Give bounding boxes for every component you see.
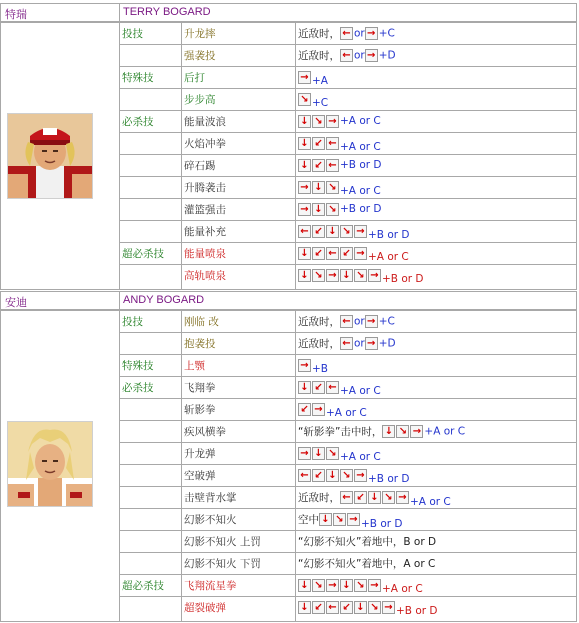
command-text: +A or C [410,495,451,508]
move-command-cell [296,177,576,198]
move-name-cell [181,443,296,464]
direction-arrow-icon: ← [340,337,353,350]
move-row [119,399,576,421]
move-name: 碎石踢 [184,160,216,172]
move-category-cell [119,221,182,242]
command-text: +A or C [340,141,381,153]
direction-arrow-icon: → [326,115,339,128]
move-name-cell [181,155,296,176]
move-row [119,597,576,621]
direction-arrow-icon: ↓ [326,469,339,482]
direction-arrow-icon: → [298,203,311,216]
character-name-en: ANDY BOGARD [123,294,205,306]
command-text: 近敌时， [298,50,340,62]
move-row [119,23,576,45]
move-row [119,67,576,89]
move-name-cell [181,311,296,332]
move-name-cell [181,597,296,621]
move-command-cell [296,67,576,88]
move-category: 投技 [122,28,143,40]
move-name-cell [181,487,296,508]
direction-arrow-icon: → [365,315,378,328]
direction-arrow-icon: → [312,403,325,416]
move-command-cell [296,465,576,486]
move-command-cell [296,199,576,220]
move-command-cell [296,45,576,66]
direction-arrow-icon: ↘ [396,425,409,438]
direction-arrow-icon: ↙ [312,137,325,150]
direction-arrow-icon: ↓ [368,491,381,504]
move-command-cell [296,421,576,442]
direction-arrow-icon: ↘ [326,181,339,194]
direction-arrow-icon: ↓ [354,601,367,614]
move-row [119,265,576,289]
move-command-cell [296,243,576,264]
move-command-cell [296,311,576,332]
move-name-cell [181,67,296,88]
move-category-cell [119,377,182,398]
direction-arrow-icon: ↙ [312,159,325,172]
command-text: or [354,337,365,350]
move-row [119,531,576,553]
move-name: 斩影拳 [184,404,216,416]
direction-arrow-icon: ↓ [340,579,353,592]
move-name-cell [181,243,296,264]
move-row [119,333,576,355]
command-text: +A or C [326,407,367,419]
move-name: 空破弹 [184,470,216,482]
move-category-cell [119,509,182,530]
command-text: +B or D [396,605,438,617]
command-text: or [354,49,365,62]
command-text: +B [312,363,329,375]
move-name-cell [181,89,296,110]
move-command-cell [296,553,576,574]
move-command-cell [296,575,576,596]
direction-arrow-icon: → [354,469,367,482]
direction-arrow-icon: → [354,247,367,260]
command-text: 近敌时， [298,28,340,40]
direction-arrow-icon: → [326,579,339,592]
command-text: 空中 [298,514,319,526]
command-text: +B or D [368,229,410,241]
move-row [119,421,576,443]
direction-arrow-icon: ↙ [312,247,325,260]
move-name: 抱袭投 [184,338,216,350]
command-text: +A or C [382,583,423,595]
move-row [119,111,576,133]
move-category-cell [119,45,182,66]
move-name-cell [181,355,296,376]
move-name-cell [181,199,296,220]
direction-arrow-icon: ↘ [368,601,381,614]
move-table-terry [0,22,577,290]
move-name: 超裂破弹 [184,602,226,614]
direction-arrow-icon: → [365,337,378,350]
move-category-cell [119,89,182,110]
direction-arrow-icon: ← [326,601,339,614]
command-text: +B or D [361,517,403,530]
direction-arrow-icon: ← [326,247,339,260]
direction-arrow-icon: ↙ [312,601,325,614]
move-command-cell [296,377,576,398]
direction-arrow-icon: ↓ [312,181,325,194]
move-category-cell [119,133,182,154]
move-command-cell [296,443,576,464]
direction-arrow-icon: → [368,579,381,592]
move-name-cell [181,177,296,198]
direction-arrow-icon: → [396,491,409,504]
move-row [119,133,576,155]
move-command-cell [296,133,576,154]
move-category: 必杀技 [122,382,154,394]
direction-arrow-icon: ↘ [326,203,339,216]
direction-arrow-icon: ← [298,225,311,238]
character-header-terry [0,3,577,22]
move-row [119,465,576,487]
command-text: +A or C [340,115,381,127]
move-category-cell [119,243,182,264]
character-header-andy [0,291,577,310]
move-name-cell [181,133,296,154]
direction-arrow-icon: ↙ [312,225,325,238]
move-category-cell [119,597,182,621]
move-category-cell [119,199,182,220]
command-text: +B or D [340,203,382,215]
move-name: 后打 [184,72,205,84]
move-row [119,443,576,465]
move-name-cell [181,23,296,44]
command-text: or [354,315,365,328]
direction-arrow-icon: ↓ [298,601,311,614]
move-category-cell [119,265,182,289]
move-category-cell [119,531,182,552]
move-name: 强袭投 [184,50,216,62]
move-name: 击壁背水掌 [184,492,237,504]
move-name: 幻影不知火 [184,514,237,526]
move-category: 超必杀技 [122,580,164,592]
move-name-cell [181,553,296,574]
command-text: +A [312,75,328,87]
move-category-cell [119,399,182,420]
command-text: “斩影拳”击中时， [298,426,383,438]
command-text: or [354,27,365,40]
move-command-cell [296,155,576,176]
move-command-cell [296,89,576,110]
move-name: 步步高 [184,94,216,106]
move-category-cell [119,111,182,132]
direction-arrow-icon: ← [298,469,311,482]
move-name-cell [181,399,296,420]
move-name: 飞翔拳 [184,382,216,394]
command-text: +A or C [368,251,409,263]
direction-arrow-icon: ↙ [340,247,353,260]
move-name: 升腾袭击 [184,182,226,194]
move-name-cell [181,265,296,289]
direction-arrow-icon: ↙ [312,381,325,394]
direction-arrow-icon: ↘ [340,469,353,482]
move-row [119,575,576,597]
direction-arrow-icon: → [298,71,311,84]
command-text: “幻影不知火”着地中，A or C [298,558,436,570]
direction-arrow-icon: → [298,447,311,460]
direction-arrow-icon: ↘ [298,93,311,106]
command-text: +A or C [424,425,466,438]
command-text: +B or D [340,159,382,171]
command-text: +A or C [340,385,381,397]
move-name: 升龙摔 [184,28,216,40]
command-text: 近敌时， [298,316,340,328]
move-name: 飞翔流星拳 [184,580,237,592]
direction-arrow-icon: ← [326,159,339,172]
move-row [119,89,576,111]
move-name: 能量补充 [184,226,226,238]
direction-arrow-icon: ↘ [354,579,367,592]
move-category-cell [119,155,182,176]
move-category-cell [119,421,182,442]
direction-arrow-icon: → [382,601,395,614]
move-category-cell [119,553,182,574]
move-row [119,221,576,243]
move-name-cell [181,377,296,398]
direction-arrow-icon: ↓ [382,425,395,438]
direction-arrow-icon: ↘ [382,491,395,504]
direction-arrow-icon: → [298,359,311,372]
move-command-cell [296,509,576,530]
move-command-cell [296,355,576,376]
direction-arrow-icon: ↓ [298,247,311,260]
direction-arrow-icon: → [326,269,339,282]
direction-arrow-icon: ↓ [312,447,325,460]
command-text: +B or D [368,473,410,485]
move-command-cell [296,111,576,132]
command-text: “幻影不知火”着地中，B or D [298,536,437,548]
direction-arrow-icon: ↙ [354,491,367,504]
command-text: +B or D [382,273,424,285]
direction-arrow-icon: ↙ [298,403,311,416]
move-name: 灌篮强击 [184,204,226,216]
direction-arrow-icon: ↓ [298,137,311,150]
move-category: 特殊技 [122,72,154,84]
direction-arrow-icon: ← [340,491,353,504]
move-name: 疾风横拳 [184,426,226,438]
direction-arrow-icon: → [410,425,423,438]
move-name-cell [181,45,296,66]
move-category-cell [119,311,182,332]
direction-arrow-icon: ↓ [298,579,311,592]
move-name-cell [181,111,296,132]
move-row [119,509,576,531]
command-text: +C [378,27,395,40]
direction-arrow-icon: ↓ [340,269,353,282]
direction-arrow-icon: → [347,513,360,526]
move-name: 火焰冲拳 [184,138,226,150]
move-command-cell [296,597,576,621]
move-name: 刚临 改 [184,316,219,328]
direction-arrow-icon: ↘ [354,269,367,282]
direction-arrow-icon: → [365,49,378,62]
move-name: 高轨喷泉 [184,270,226,282]
direction-arrow-icon: ↘ [326,447,339,460]
character-name-en: TERRY BOGARD [123,6,211,18]
direction-arrow-icon: ↙ [312,469,325,482]
move-category-cell [119,443,182,464]
character-name-cn: 特瑞 [5,8,27,21]
direction-arrow-icon: ↙ [340,601,353,614]
move-row [119,487,576,509]
move-category: 超必杀技 [122,248,164,260]
direction-arrow-icon: ↓ [326,225,339,238]
direction-arrow-icon: ↓ [319,513,332,526]
move-name-cell [181,421,296,442]
direction-arrow-icon: → [368,269,381,282]
command-text: +C [312,97,329,109]
move-category-cell [119,333,182,354]
move-table-andy [0,310,577,622]
direction-arrow-icon: → [354,225,367,238]
direction-arrow-icon: ← [340,27,353,40]
move-row [119,355,576,377]
move-name: 上颚 [184,360,205,372]
command-text: 近敌时， [298,338,340,350]
command-text: +C [378,315,395,328]
move-category-cell [119,23,182,44]
move-name: 升龙弹 [184,448,216,460]
command-text: 近敌时， [298,492,340,504]
move-name-cell [181,465,296,486]
direction-arrow-icon: ← [326,381,339,394]
direction-arrow-icon: ↓ [298,269,311,282]
move-category: 必杀技 [122,116,154,128]
move-category: 特殊技 [122,360,154,372]
move-command-cell [296,221,576,242]
move-row [119,155,576,177]
portrait-cell [1,23,120,289]
direction-arrow-icon: ↘ [312,579,325,592]
command-text: +A or C [340,451,381,463]
move-category-cell [119,355,182,376]
command-text: +D [378,337,396,350]
command-text: +D [378,49,396,62]
move-category-cell [119,575,182,596]
terry-portrait [7,113,93,199]
move-command-cell [296,23,576,44]
andy-portrait [7,421,93,507]
direction-arrow-icon: ↓ [312,203,325,216]
direction-arrow-icon: ↓ [298,381,311,394]
direction-arrow-icon: ↘ [333,513,346,526]
move-command-cell [296,333,576,354]
move-row [119,177,576,199]
move-category-cell [119,487,182,508]
direction-arrow-icon: ↘ [312,269,325,282]
portrait-cell [1,311,120,621]
move-category: 投技 [122,316,143,328]
direction-arrow-icon: → [365,27,378,40]
move-row [119,311,576,333]
direction-arrow-icon: ↘ [340,225,353,238]
move-row [119,243,576,265]
command-text: +A or C [340,185,381,197]
move-command-cell [296,531,576,552]
move-row [119,553,576,575]
character-name-cn: 安迪 [5,296,27,309]
move-command-cell [296,399,576,420]
move-name-cell [181,333,296,354]
move-row [119,45,576,67]
direction-arrow-icon: ↘ [312,115,325,128]
move-command-cell [296,487,576,508]
direction-arrow-icon: ← [326,137,339,150]
move-name: 幻影不知火 上罚 [184,536,261,548]
move-name: 幻影不知火 下罚 [184,558,261,570]
move-command-cell [296,265,576,289]
direction-arrow-icon: ← [340,315,353,328]
move-name: 能量喷泉 [184,248,226,260]
direction-arrow-icon: ← [340,49,353,62]
move-name-cell [181,221,296,242]
move-row [119,199,576,221]
direction-arrow-icon: ↓ [298,115,311,128]
move-row [119,377,576,399]
direction-arrow-icon: → [298,181,311,194]
move-name-cell [181,531,296,552]
move-name: 能量波浪 [184,116,226,128]
move-name-cell [181,509,296,530]
move-category-cell [119,465,182,486]
move-name-cell [181,575,296,596]
direction-arrow-icon: ↓ [298,159,311,172]
move-category-cell [119,67,182,88]
move-category-cell [119,177,182,198]
